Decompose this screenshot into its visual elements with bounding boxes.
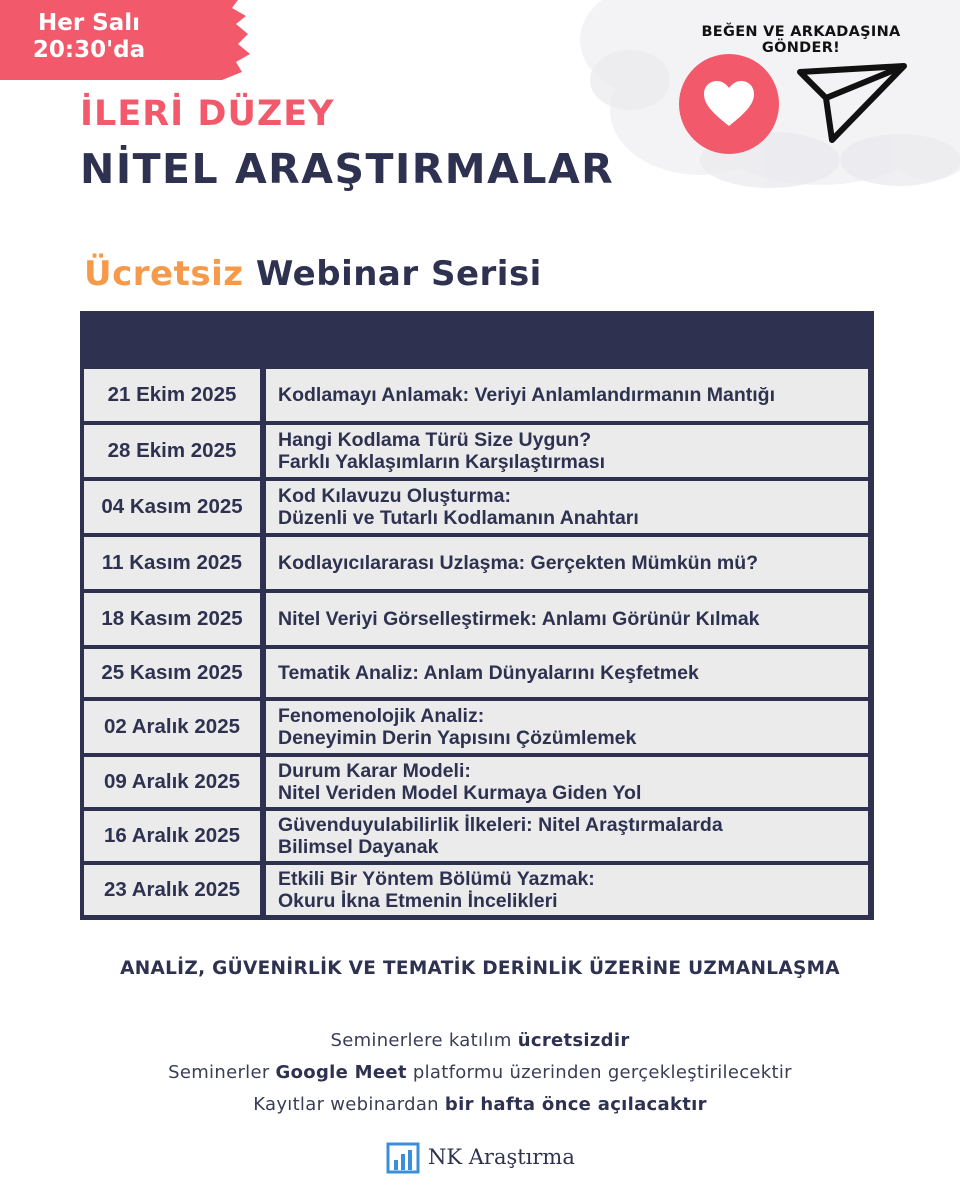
session-date: 11 Kasım 2025 [84,537,260,589]
topic-line: Bilimsel Dayanak [278,836,439,858]
topic-line: Okuru İkna Etmenin İncelikleri [278,890,558,912]
topic-line: Güvenduyulabilirlik İlkeleri: Nitel Araştırmalarda [278,814,723,836]
table-row [80,649,874,697]
session-date: 25 Kasım 2025 [84,649,260,697]
topic-line: Nitel Veriden Model Kurmaya Giden Yol [278,782,642,804]
table-row [80,757,874,807]
session-date: 09 Aralık 2025 [84,757,260,807]
badge-day: Her Salı [37,10,141,36]
session-date: 23 Aralık 2025 [84,865,260,915]
info-line-2 [0,1062,960,1083]
table-header [80,311,874,367]
table-row [80,425,874,477]
topic-line: Farklı Yaklaşımların Karşılaştırması [278,451,606,473]
info-text: platformu üzerinden gerçekleştirilecektir [406,1062,792,1083]
topic-line: Tematik Analiz: Anlam Dünyalarını Keşfetmek [278,662,699,684]
info-line-1 [0,1030,960,1051]
session-date: 21 Ekim 2025 [84,369,260,421]
topic-line: Düzenli ve Tutarlı Kodlamanın Anahtarı [278,507,639,529]
topic-line: Nitel Veriyi Görselleştirmek: Anlamı Görünür Kılmak [278,608,760,630]
brand-logo [386,1140,575,1174]
info-bold: bir hafta önce açılacaktır [444,1094,707,1115]
title-line-1: İLERİ DÜZEY [80,94,335,134]
session-topic [266,701,868,753]
table-row [80,481,874,533]
session-date: 28 Ekim 2025 [84,425,260,477]
session-date: 18 Kasım 2025 [84,593,260,645]
send-button[interactable] [796,60,908,144]
series-subtitle [84,254,542,294]
session-date: 02 Aralık 2025 [84,701,260,753]
session-topic [266,425,868,477]
like-button[interactable] [679,54,779,154]
session-topic [266,369,868,421]
table-row [80,811,874,861]
subtitle-highlight: Ücretsiz [84,254,244,294]
table-row [80,593,874,645]
brand-name: NK Araştırma [428,1145,575,1169]
info-bold: ücretsizdir [517,1030,630,1051]
table-row [80,701,874,753]
table-row [80,865,874,915]
session-topic [266,649,868,697]
topic-line: Durum Karar Modeli: [278,760,471,782]
tagline: ANALİZ, GÜVENİRLİK VE TEMATİK DERİNLİK ÜZERİNE UZMANLAŞMA [120,958,840,979]
topic-line: Kod Kılavuzu Oluşturma: [278,485,511,507]
topic-line: Kodlayıcılararası Uzlaşma: Gerçekten Mümkün mü? [278,552,759,574]
session-date: 16 Aralık 2025 [84,811,260,861]
title-line-2: NİTEL ARAŞTIRMALAR [80,145,615,193]
schedule-badge [0,0,250,80]
session-topic [266,811,868,861]
subtitle-rest: Webinar Serisi [255,254,542,294]
info-text: Kayıtlar webinardan [253,1094,445,1115]
schedule-table [80,311,874,920]
table-row [80,369,874,421]
heart-icon [702,80,756,128]
info-text: Seminerler [168,1062,276,1083]
session-topic [266,757,868,807]
topic-line: Deneyimin Derin Yapısını Çözümlemek [278,727,637,749]
topic-line: Fenomenolojik Analiz: [278,705,485,727]
info-line-3 [0,1094,960,1115]
topic-line: Kodlamayı Anlamak: Veriyi Anlamlandırmanın Mantığı [278,384,776,406]
badge-time: 20:30'da [32,37,146,63]
info-text: Seminerlere katılım [330,1030,518,1051]
topic-line: Hangi Kodlama Türü Size Uygun? [278,429,592,451]
topic-line: Etkili Bir Yöntem Bölümü Yazmak: [278,868,595,890]
share-callout: BEĞEN VE ARKADAŞINA GÖNDER! [701,24,901,56]
session-date: 04 Kasım 2025 [84,481,260,533]
session-topic [266,593,868,645]
session-topic [266,481,868,533]
session-topic [266,865,868,915]
paper-plane-icon [796,60,908,144]
info-bold: Google Meet [275,1062,407,1083]
session-topic [266,537,868,589]
bar-chart-logo-icon [386,1140,420,1174]
table-row [80,537,874,589]
